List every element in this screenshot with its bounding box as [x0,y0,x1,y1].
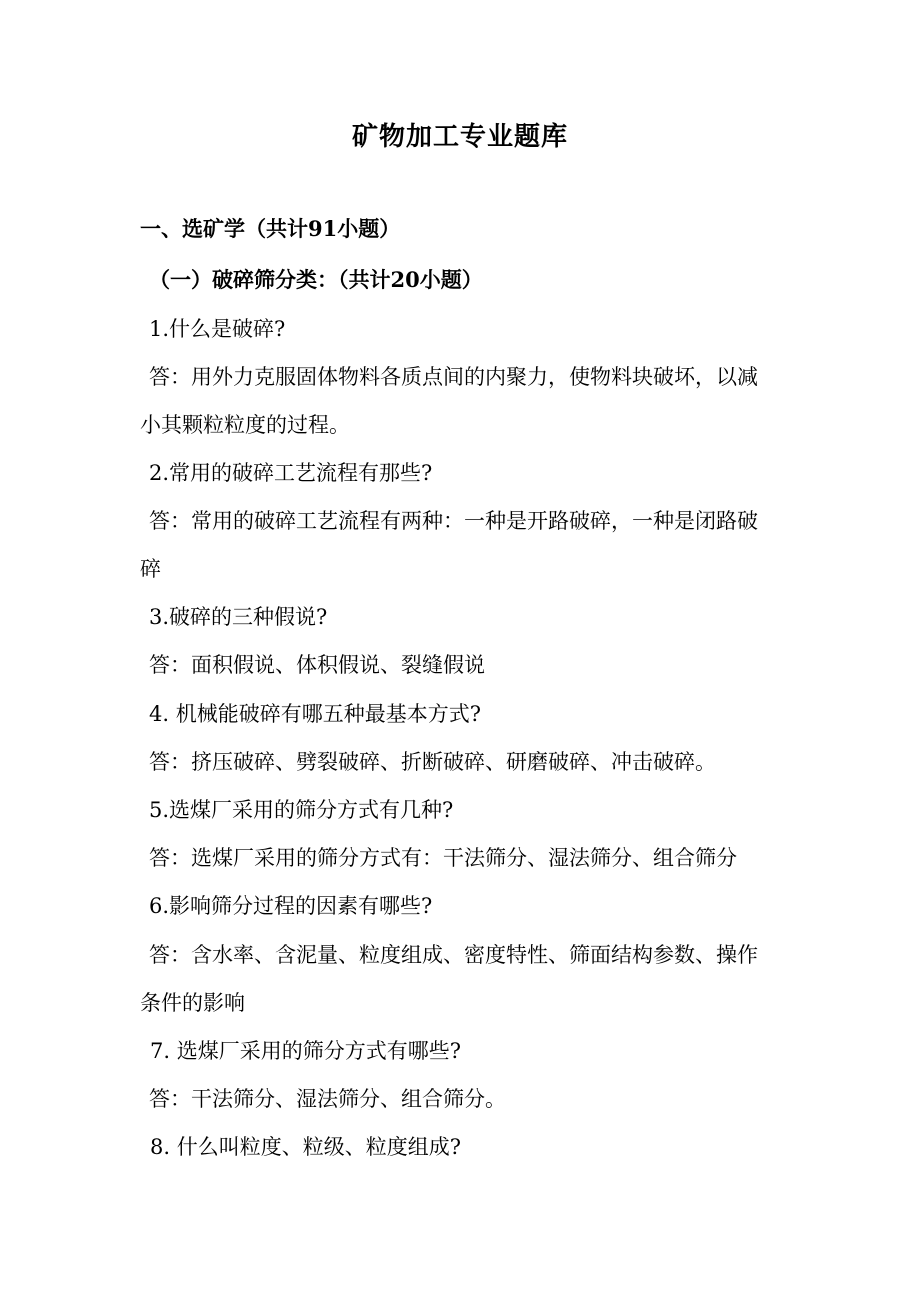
question-8: 8. 什么叫粒度、粒级、粒度组成? [150,1135,461,1159]
document-title: 矿物加工专业题库 [351,122,568,152]
answer-5: 答：选煤厂采用的筛分方式有：干法筛分、湿法筛分、组合筛分 [149,846,737,870]
question-3: 3.破碎的三种假说? [149,605,328,629]
question-5: 5.选煤厂采用的筛分方式有几种? [149,798,454,822]
answer-4: 答：挤压破碎、劈裂破碎、折断破碎、研磨破碎、冲击破碎。 [149,750,716,774]
answer-2-line-2: 碎 [140,557,161,581]
answer-2-line-1: 答：常用的破碎工艺流程有两种：一种是开路破碎，一种是闭路破 [149,509,758,533]
question-7: 7. 选煤厂采用的筛分方式有哪些? [150,1039,461,1063]
subsection-heading: （一）破碎筛分类：（共计20小题） [149,267,483,292]
question-6: 6.影响筛分过程的因素有哪些? [149,894,433,918]
question-1: 1.什么是破碎? [149,317,286,341]
answer-6-line-1: 答：含水率、含泥量、粒度组成、密度特性、筛面结构参数、操作 [149,943,758,967]
section-heading: 一、选矿学（共计91小题） [140,216,401,241]
question-4: 4. 机械能破碎有哪五种最基本方式? [149,702,481,726]
question-2: 2.常用的破碎工艺流程有那些? [149,461,433,485]
answer-6-line-2: 条件的影响 [140,991,245,1015]
answer-7: 答：干法筛分、湿法筛分、组合筛分。 [149,1087,506,1111]
answer-3: 答：面积假说、体积假说、裂缝假说 [149,653,485,677]
answer-1-line-1: 答：用外力克服固体物料各质点间的内聚力，使物料块破坏，以减 [149,365,758,389]
answer-1-line-2: 小其颗粒粒度的过程。 [140,413,350,437]
